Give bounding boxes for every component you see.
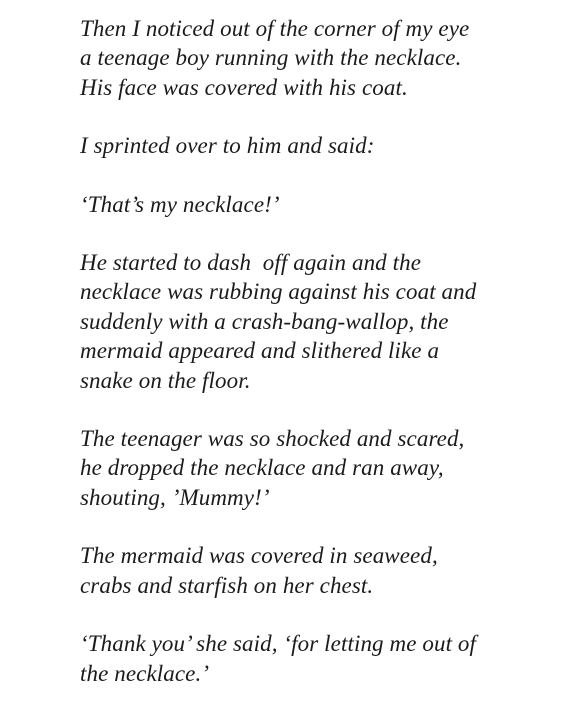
text-line: ‘Thank you’ she said, ‘for letting me out of xyxy=(80,631,476,657)
text-line: snake on the floor. xyxy=(80,367,251,393)
text-line: shouting, ’Mummy!’ xyxy=(80,484,270,510)
text-line: he dropped the necklace and ran away, xyxy=(80,455,444,481)
paragraph-7 xyxy=(80,629,575,688)
text-line: crabs and starfish on her chest. xyxy=(80,572,374,598)
story-text xyxy=(80,14,575,717)
paragraph-4 xyxy=(80,248,575,395)
paragraph-5 xyxy=(80,424,575,512)
text-line: The mermaid was covered in seaweed, xyxy=(80,543,438,569)
paragraph-6 xyxy=(80,541,575,600)
paragraph-1 xyxy=(80,14,575,102)
text-line: His face was covered with his coat. xyxy=(80,74,408,100)
text-line: suddenly with a crash-bang-wallop, the xyxy=(80,308,449,334)
text-line: I sprinted over to him and said: xyxy=(80,133,375,159)
paragraph-3 xyxy=(80,190,575,219)
text-line: He started to dash off again and the xyxy=(80,250,422,276)
text-line: the necklace.’ xyxy=(80,660,210,686)
text-line: mermaid appeared and slithered like a xyxy=(80,338,440,364)
text-line: a teenage boy running with the necklace. xyxy=(80,45,462,71)
text-line: ‘That’s my necklace!’ xyxy=(80,191,280,217)
text-line: Then I noticed out of the corner of my eye xyxy=(80,16,470,41)
paragraph-2 xyxy=(80,131,575,160)
text-line: necklace was rubbing against his coat and xyxy=(80,279,477,305)
text-line: The teenager was so shocked and scared, xyxy=(80,426,465,452)
